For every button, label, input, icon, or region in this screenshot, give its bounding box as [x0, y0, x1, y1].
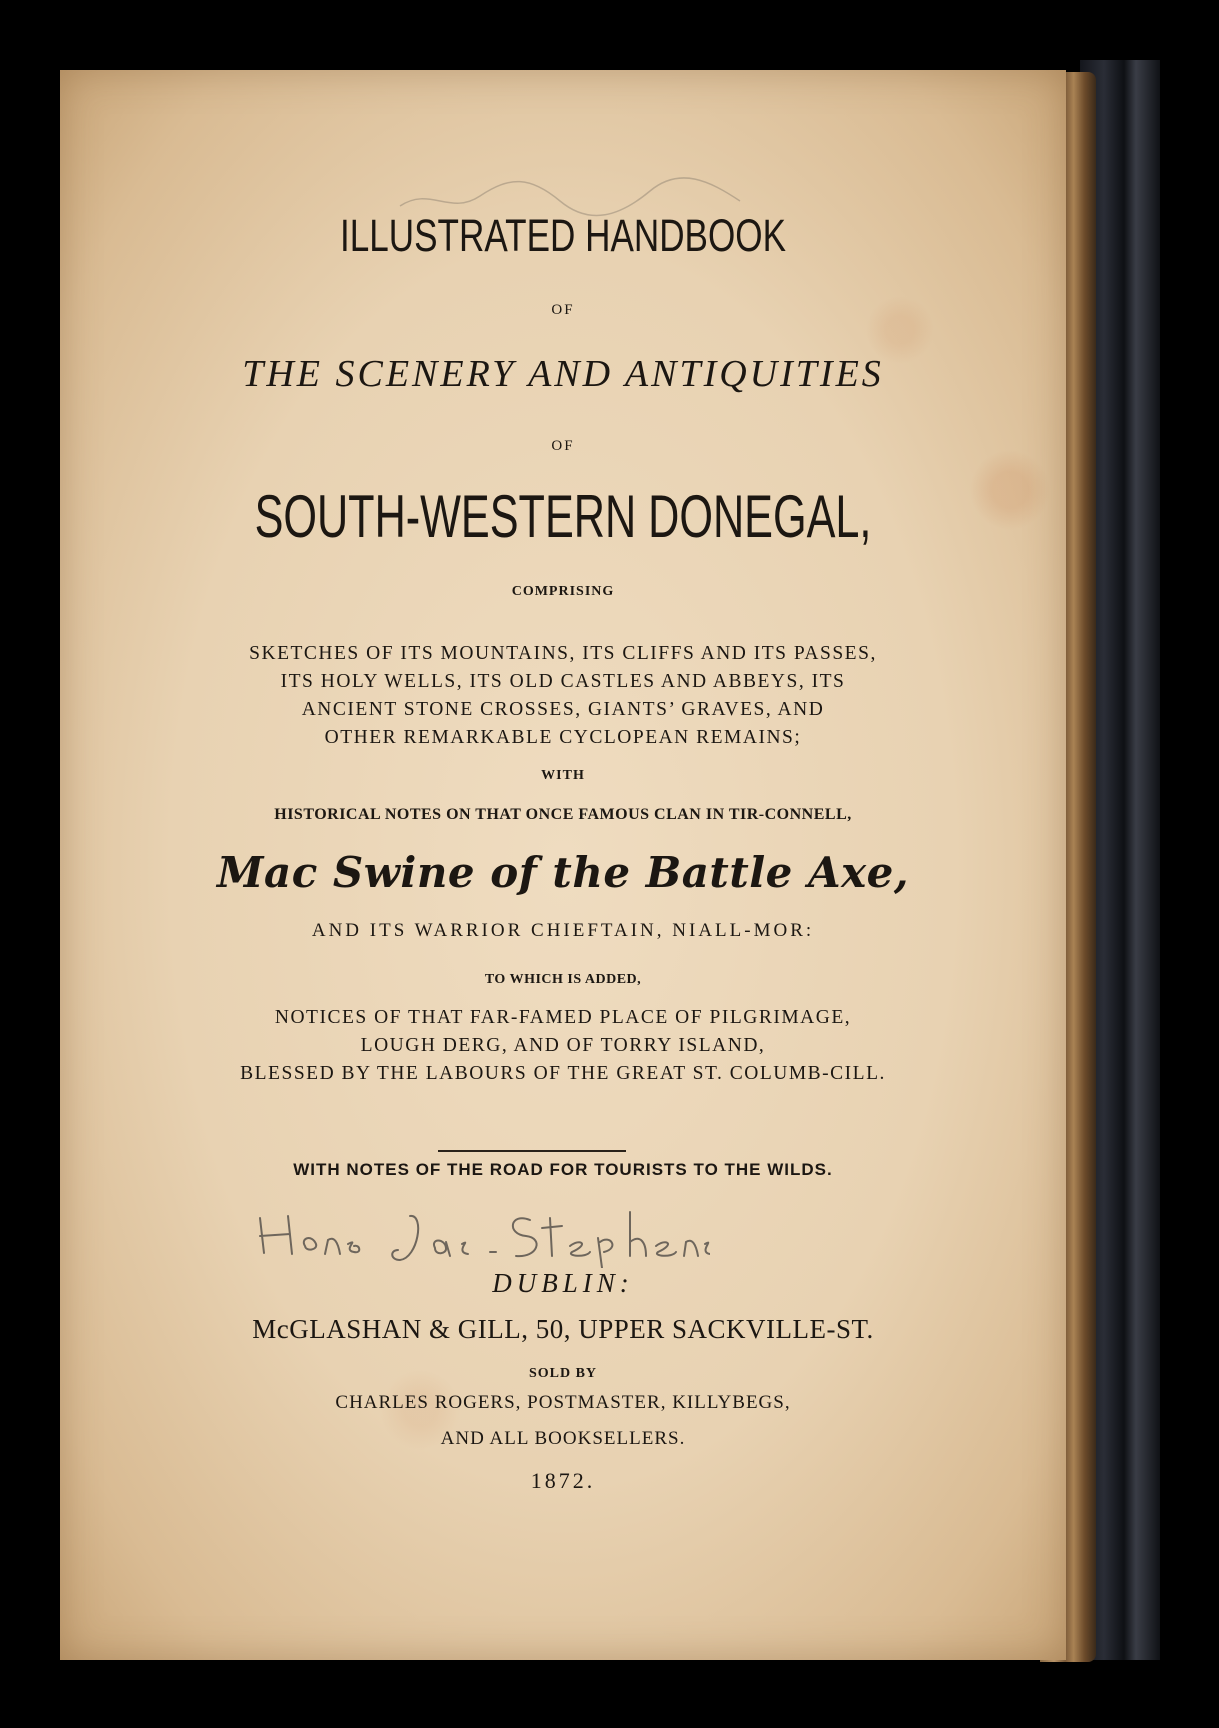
sketches-line: SKETCHES OF ITS MOUNTAINS, ITS CLIFFS AND ITS PASSES,: [249, 643, 877, 664]
book-title: ILLUSTRATED HANDBOOK: [340, 210, 786, 261]
warrior-chieftain-line: AND ITS WARRIOR CHIEFTAIN, NIALL-MOR:: [311, 920, 815, 941]
region-title: SOUTH-WESTERN DONEGAL,: [254, 483, 872, 550]
horizontal-rule: [438, 1150, 626, 1152]
of-connector-2: OF: [551, 438, 575, 454]
road-notes-line: WITH NOTES OF THE ROAD FOR TOURISTS TO THE WILDS.: [293, 1160, 833, 1179]
book-subtitle: THE SCENERY AND ANTIQUITIES: [242, 353, 884, 395]
publication-year: 1872.: [530, 1468, 596, 1493]
with-label: WITH: [541, 768, 585, 783]
to-which-is-added-label: TO WHICH IS ADDED,: [484, 972, 642, 987]
notices-line: LOUGH DERG, AND OF TORRY ISLAND,: [360, 1035, 766, 1056]
clan-name-blackletter: Mac Swine of the Battle Axe,: [217, 848, 909, 897]
of-connector-1: OF: [551, 302, 575, 318]
sketches-line: ITS HOLY WELLS, ITS OLD CASTLES AND ABBEYS, ITS: [280, 671, 846, 692]
notices-line: BLESSED BY THE LABOURS OF THE GREAT ST. COLUMB-CILL.: [240, 1063, 886, 1084]
notices-line: NOTICES OF THAT FAR-FAMED PLACE OF PILGRIMAGE,: [274, 1007, 852, 1028]
historical-notes-line: HISTORICAL NOTES ON THAT ONCE FAMOUS CLAN IN TIR-CONNELL,: [274, 806, 852, 823]
handwritten-signature: [250, 1198, 710, 1268]
title-page: [60, 70, 1066, 1660]
sketches-line: OTHER REMARKABLE CYCLOPEAN REMAINS;: [324, 727, 802, 748]
booksellers-line: AND ALL BOOKSELLERS.: [440, 1428, 686, 1449]
publisher-line: McGLASHAN & GILL, 50, UPPER SACKVILLE-ST.: [252, 1314, 874, 1344]
sold-by-label: SOLD BY: [528, 1366, 598, 1381]
sketches-line: ANCIENT STONE CROSSES, GIANTS’ GRAVES, AND: [301, 699, 825, 720]
seller-line: CHARLES ROGERS, POSTMASTER, KILLYBEGS,: [335, 1392, 791, 1413]
comprising-label: COMPRISING: [511, 584, 615, 599]
publication-city: DUBLIN:: [492, 1268, 634, 1298]
